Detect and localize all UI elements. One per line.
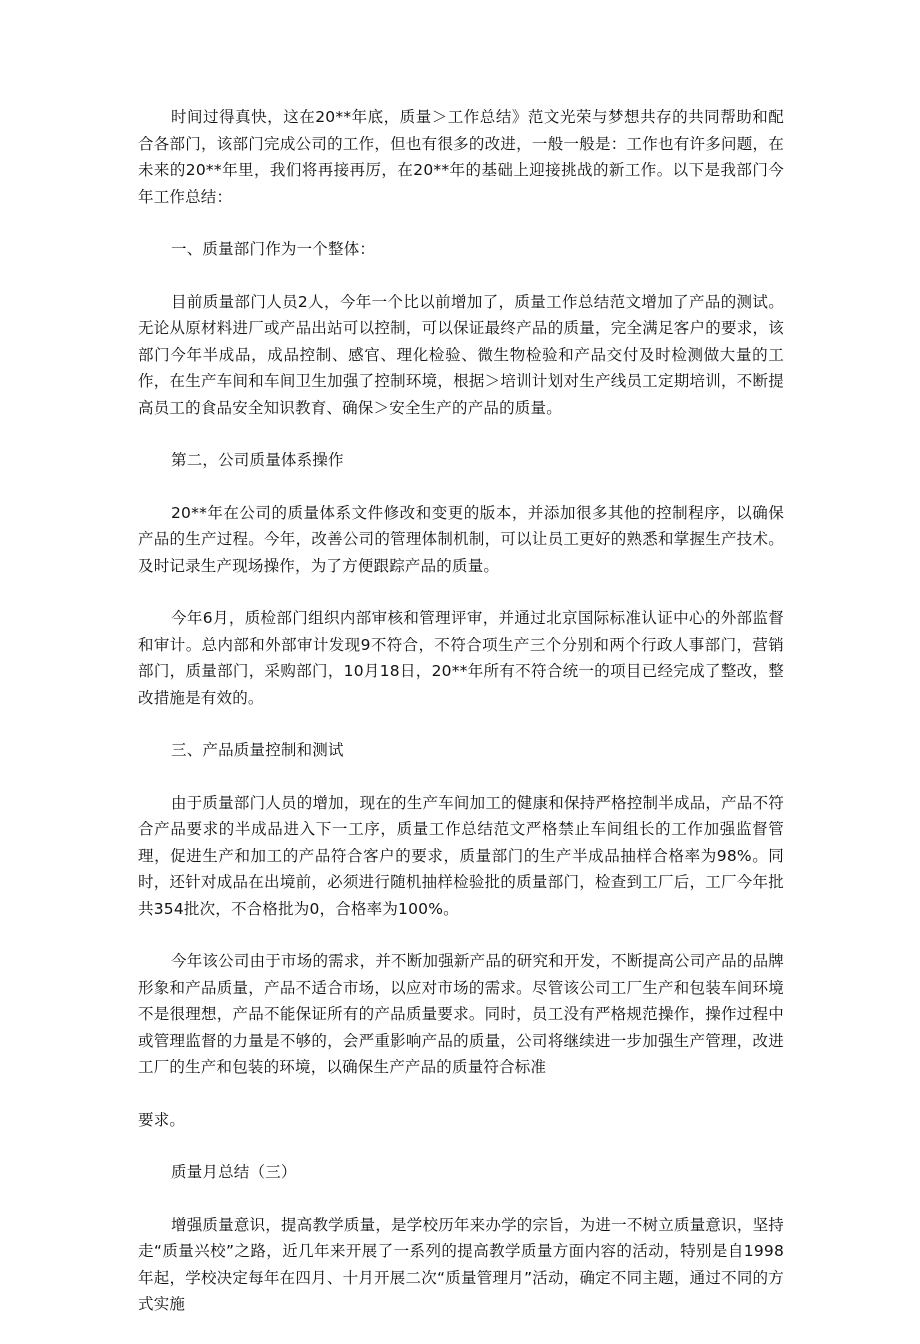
summary-three-paragraph: 增强质量意识，提高教学质量，是学校历年来办学的宗旨，为进一不树立质量意识，坚持走“质量兴校”之路，近几年来开展了一系列的提高教学质量方面内容的活动，特别是自1998年起，学校决定每年在四月、十月开展二次“质量管理月”活动，确定不同主题，通过不同的方式实施 bbox=[138, 1215, 784, 1313]
intro-paragraph: 时间过得真快，这在20**年底，质量＞工作总结》范文光荣与梦想共存的共同帮助和配合各部门，该部门完成公司的工作，但也有很多的改进，一般一般是：工作也有许多问题，在未来的20**年里，我们将再接再厉，在20**年的基础上迎接挑战的新工作。以下是我部门今年工作总结： bbox=[138, 108, 784, 206]
continuation-line: 要求。 bbox=[138, 1110, 186, 1129]
control-paragraph: 由于质量部门人员的增加，现在的生产车间加工的健康和保持严格控制半成品，产品不符合产品要求的半成品进入下一工序，质量工作总结范文严格禁止车间组长的工作加强监督管理，促进生产和加工的产品符合客户的要求，质量部门的生产半成品抽样合格率为98%。同时，还针对成品在出境前，必须进行随机抽样检验批的质量部门，检查到工厂后，工厂今年批共354批次，不合格批为0，合格率为100%。 bbox=[138, 793, 784, 918]
audit-paragraph: 今年6月，质检部门组织内部审核和管理评审，并通过北京国际标准认证中心的外部监督和审计。总内部和外部审计发现9不符合，不符合项生产三个分别和两个行政人事部门，营销部门，质量部门，采购部门，10月18日，20**年所有不符合统一的项目已经完成了整改，整改措施是有效的。 bbox=[138, 609, 784, 707]
section-heading-summary-three: 质量月总结（三） bbox=[171, 1163, 297, 1181]
section-heading-system: 第二，公司质量体系操作 bbox=[171, 451, 344, 469]
market-paragraph: 今年该公司由于市场的需求，并不断加强新产品的研究和开发，不断提高公司产品的品牌形象和产品质量，产品不适合市场，以应对市场的需求。尽管该公司工厂生产和包装车间环境不是很理想，产品不能保证所有的产品质量要求。同时，员工没有严格规范操作，操作过程中或管理监督的力量是不够的，会严重影响产品的质量，公司将继续进一步加强生产管理，改进工厂的生产和包装的环境，以确保生产产品的质量符合标准 bbox=[138, 952, 784, 1076]
section-heading-control: 三、产品质量控制和测试 bbox=[171, 741, 344, 759]
system-paragraph: 20**年在公司的质量体系文件修改和变更的版本，并添加很多其他的控制程序，以确保产品的生产过程。今年，改善公司的管理体制机制，可以让员工更好的熟悉和掌握生产技术。及时记录生产现场操作，为了方便跟踪产品的质量。 bbox=[138, 503, 784, 575]
document-body bbox=[138, 104, 784, 1344]
overall-paragraph: 目前质量部门人员2人，今年一个比以前增加了，质量工作总结范文增加了产品的测试。无论从原材料进厂或产品出站可以控制，可以保证最终产品的质量，完全满足客户的要求，该部门今年半成品，成品控制、感官、理化检验、微生物检验和产品交付及时检测做大量的工作，在生产车间和车间卫生加强了控制环境，根据＞培训计划对生产线员工定期培训，不断提高员工的食品安全知识教育、确保＞安全生产的产品的质量。 bbox=[138, 292, 784, 417]
section-heading-overall: 一、质量部门作为一个整体： bbox=[171, 240, 376, 258]
